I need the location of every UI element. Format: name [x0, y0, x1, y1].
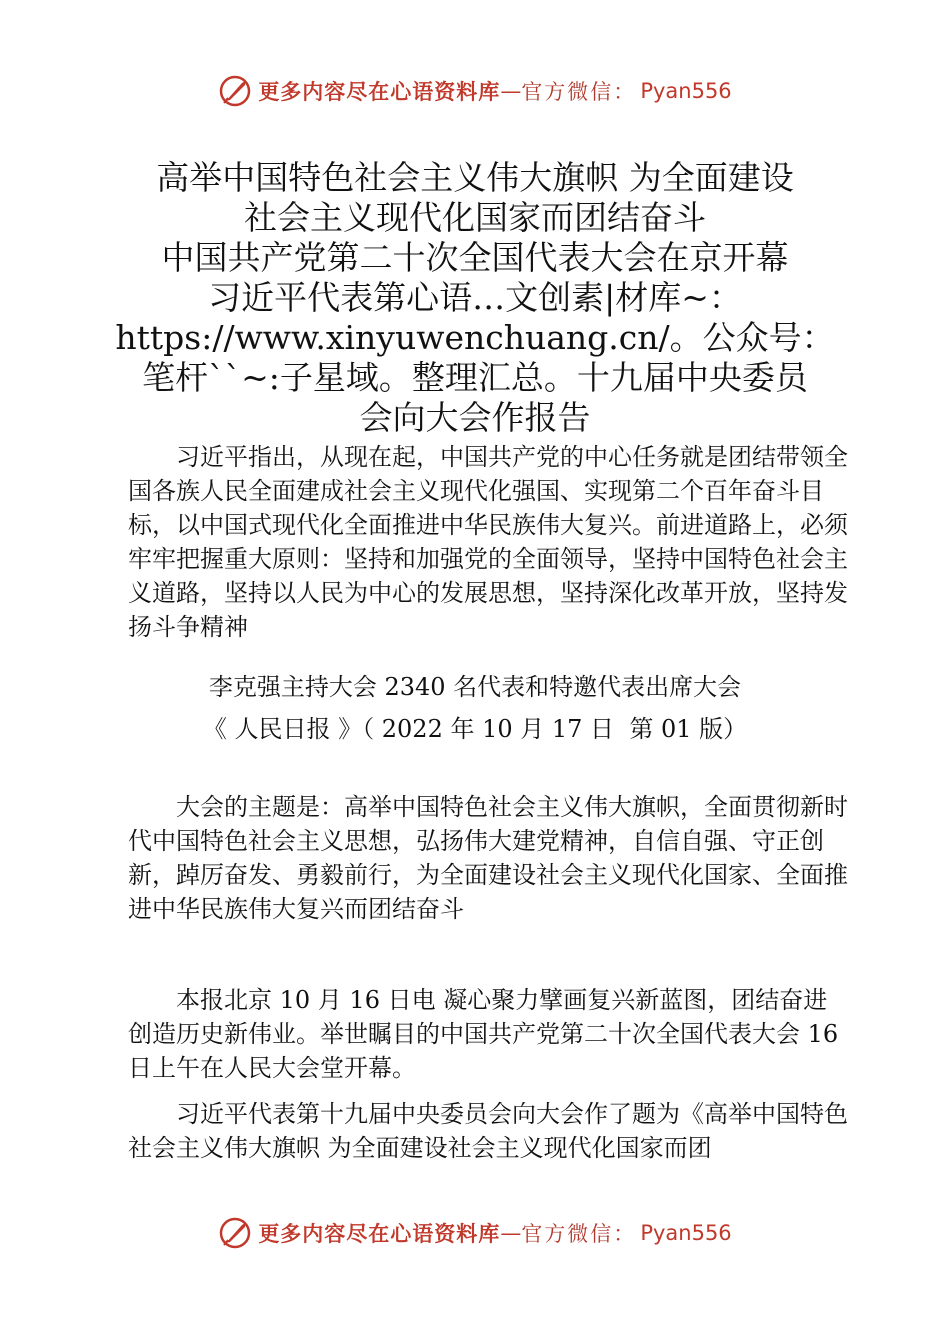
quill-pen-logo-icon — [218, 74, 252, 108]
title-line-3: 中国共产党第二十次全国代表大会在京开幕 — [161, 238, 789, 277]
banner-separator: — — [500, 79, 522, 103]
header-banner — [0, 66, 950, 116]
banner-label: 官方微信： — [521, 80, 637, 104]
body-paragraph-1: 本报北京 10 月 16 日电 凝心聚力擘画复兴新蓝图，团结奋进创造历史新伟业。举世瞩目的中国共产党第二十次全国代表大会 16 日上午在人民大会堂开幕。 — [128, 986, 839, 1082]
title-line-7: 会向大会作报告 — [359, 398, 591, 437]
banner-slogan: 更多内容尽在心语资料库 — [258, 79, 501, 104]
title-line-6: 笔杆``~:子星域。整理汇总。十九届中央委员 — [142, 358, 808, 397]
summary-paragraph: 习近平指出，从现在起，中国共产党的中心任务就是团结带领全国各族人民全面建成社会主义现代化强国、实现第二个百年奋斗目标，以中国式现代化全面推进中华民族伟大复兴。前进道路上，必须牢牢把握重大原则：坚持和加强党的全面领导，坚持中国特色社会主义道路，坚持以人民为中心的发展思想，坚持深化改革开放，坚持发扬斗争精神 — [128, 443, 848, 641]
title-line-4: 习近平代表第心语…文创素|材库~： — [208, 278, 742, 317]
banner-label: 官方微信： — [521, 1222, 637, 1246]
theme-paragraph: 大会的主题是：高举中国特色社会主义伟大旗帜，全面贯彻新时代中国特色社会主义思想，弘扬伟大建党精神，自信自强、守正创新，踔厉奋发、勇毅前行，为全面建设社会主义现代化国家、全面推进中华民族伟大复兴而团结奋斗 — [128, 793, 848, 923]
article-title — [100, 158, 850, 438]
subtitle-line: 李克强主持大会 2340 名代表和特邀代表出席大会 — [208, 673, 742, 701]
banner-slogan: 更多内容尽在心语资料库 — [258, 1221, 501, 1246]
title-line-5: https://www.xinyuwenchuang.cn/。公众号： — [115, 318, 835, 357]
title-line-1: 高举中国特色社会主义伟大旗帜 为全面建设 — [156, 158, 794, 197]
banner-wechat-id: Pyan556 — [640, 1221, 732, 1245]
banner-separator: — — [500, 1221, 522, 1245]
banner-wechat-id: Pyan556 — [640, 79, 732, 103]
body-paragraph-2: 习近平代表第十九届中央委员会向大会作了题为《高举中国特色社会主义伟大旗帜 为全面建设社会主义现代化国家而团 — [128, 1100, 848, 1162]
footer-banner — [0, 1208, 950, 1258]
quill-pen-logo-icon — [218, 1216, 252, 1250]
title-line-2: 社会主义现代化国家而团结奋斗 — [244, 198, 706, 237]
source-line: 《 人民日报 》（ 2022 年 10 月 17 日 第 01 版） — [202, 715, 748, 743]
